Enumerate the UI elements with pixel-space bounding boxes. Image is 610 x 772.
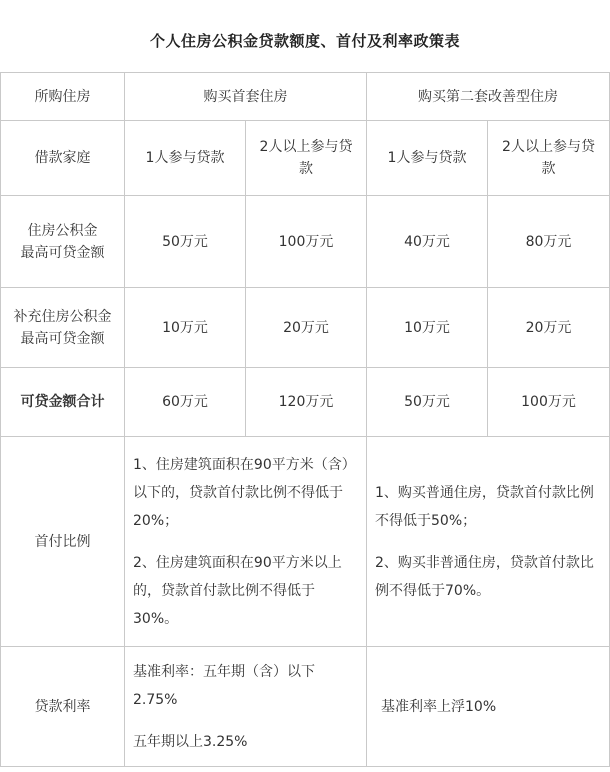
cell-total-1: 60万元 <box>125 368 246 437</box>
interest-first-line-3: 五年期以上3.25% <box>133 733 248 750</box>
table-row-total <box>1 368 610 437</box>
row-label-total: 可贷金额合计 <box>1 368 125 437</box>
cell-supp-max-2: 20万元 <box>246 288 367 368</box>
cell-supp-max-3: 10万元 <box>367 288 488 368</box>
cell-total-3: 50万元 <box>367 368 488 437</box>
cell-interest-second: 基准利率上浮10% <box>367 647 610 767</box>
cell-first-one-person: 1人参与贷款 <box>125 121 246 196</box>
table-row-family <box>1 121 610 196</box>
header-first-home: 购买首套住房 <box>125 73 367 121</box>
header-second-home: 购买第二套改善型住房 <box>367 73 610 121</box>
table-row-supp-max <box>1 288 610 368</box>
interest-spacer <box>133 714 358 728</box>
cell-down-payment-second <box>367 437 610 647</box>
cell-first-two-plus-line1: 2人以上参与贷 <box>259 139 353 155</box>
down-payment-first-rule-1: 1、住房建筑面积在90平方米（含）以下的，贷款首付款比例不得低于20%； <box>133 456 356 529</box>
interest-first-line-1: 基准利率：五年期（含）以下 <box>133 663 315 680</box>
cell-down-payment-first <box>125 437 367 647</box>
cell-second-two-plus-line1: 2人以上参与贷 <box>502 139 595 155</box>
row-label-fund-max <box>1 196 125 288</box>
table-row-fund-max <box>1 196 610 288</box>
down-payment-second-rule-2: 2、购买非普通住房，贷款首付款比例不得低于70%。 <box>375 554 594 599</box>
cell-second-two-plus-line2: 款 <box>541 161 556 177</box>
row-label-fund-max-line2: 最高可贷金额 <box>20 244 105 261</box>
cell-fund-max-1: 50万元 <box>125 196 246 288</box>
table-row-down-payment <box>1 437 610 647</box>
row-label-supp-max-line1: 补充住房公积金 <box>13 308 112 325</box>
row-label-supp-max <box>1 288 125 368</box>
table-row-interest <box>1 647 610 767</box>
interest-first-line-2: 2.75% <box>133 691 178 708</box>
page-title: 个人住房公积金贷款额度、首付及利率政策表 <box>149 32 460 50</box>
table-row-house-type <box>1 73 610 121</box>
row-label-interest: 贷款利率 <box>1 647 125 767</box>
cell-supp-max-1: 10万元 <box>125 288 246 368</box>
row-label-down-payment: 首付比例 <box>1 437 125 647</box>
cell-fund-max-4: 80万元 <box>488 196 610 288</box>
down-payment-second-rule-1: 1、购买普通住房，贷款首付款比例不得低于50%； <box>375 484 594 529</box>
cell-second-one-person: 1人参与贷款 <box>367 121 488 196</box>
row-label-family: 借款家庭 <box>1 121 125 196</box>
policy-table <box>0 72 610 767</box>
cell-first-two-plus-line2: 款 <box>299 161 313 177</box>
cell-supp-max-4: 20万元 <box>488 288 610 368</box>
cell-first-two-plus <box>246 121 367 196</box>
row-label-fund-max-line1: 住房公积金 <box>27 222 98 239</box>
row-label-house-type: 所购住房 <box>1 73 125 121</box>
down-payment-first-rule-2: 2、住房建筑面积在90平方米以上的，贷款首付款比例不得低于30%。 <box>133 554 342 627</box>
cell-interest-first <box>125 647 367 767</box>
cell-total-2: 120万元 <box>246 368 367 437</box>
cell-total-4: 100万元 <box>488 368 610 437</box>
row-label-supp-max-line2: 最高可贷金额 <box>20 330 105 347</box>
cell-fund-max-2: 100万元 <box>246 196 367 288</box>
cell-second-two-plus <box>488 121 610 196</box>
cell-fund-max-3: 40万元 <box>367 196 488 288</box>
